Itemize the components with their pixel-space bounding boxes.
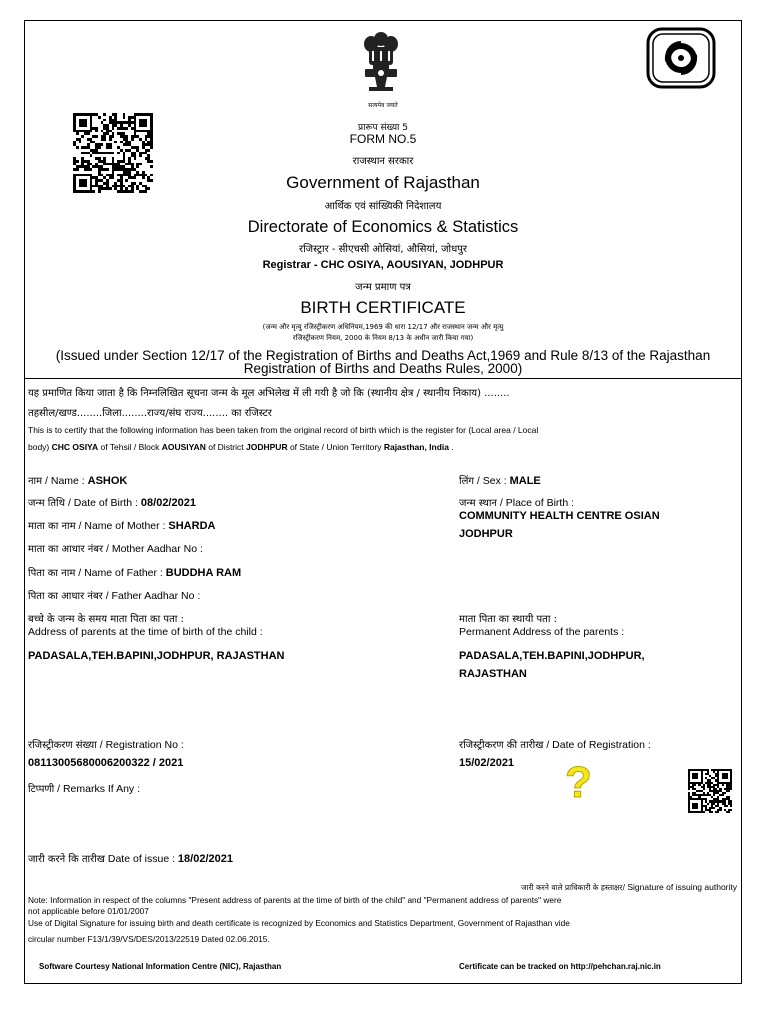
registration-date-field: रजिस्ट्रीकरण की तारीख / Date of Registration : bbox=[459, 739, 651, 751]
registrar: Registrar - CHC OSIYA, AOUSIYAN, JODHPUR bbox=[262, 259, 504, 271]
birth-address-value: PADASALA,TEH.BAPINI,JODHPUR, RAJASTHAN bbox=[28, 650, 285, 662]
birth-address-label-hindi: बच्चे के जन्म के समय माता पिता का पता : bbox=[28, 614, 184, 625]
perm-address-value-2: RAJASTHAN bbox=[459, 668, 527, 680]
pehchan-logo-icon bbox=[646, 27, 716, 89]
registration-no-field: रजिस्ट्रीकरण संख्या / Registration No : bbox=[28, 739, 184, 751]
dept-title: Directorate of Economics & Statistics bbox=[247, 218, 519, 236]
state-title: Government of Rajasthan bbox=[286, 173, 480, 192]
certify-hindi-2: तहसील/खण्ड........जिला........राज्य/संघ राज्य........ का रजिस्टर bbox=[28, 408, 272, 419]
father-aadhar-field: पिता का आधार नंबर / Father Aadhar No : bbox=[28, 590, 201, 602]
act-english-2: Registration of Births and Deaths Rules, 2000) bbox=[243, 361, 523, 376]
block: AOUSIYAN bbox=[161, 442, 206, 452]
name-value: ASHOK bbox=[87, 475, 128, 487]
note-2: not applicable before 01/01/2007 bbox=[28, 906, 149, 916]
registrar-hindi: रजिस्ट्रार - सीएचसी ओसियां, औसियां, जोधपुर bbox=[298, 244, 468, 255]
registration-no-value: 08113005680006200322 / 2021 bbox=[28, 757, 184, 769]
father-name-value: BUDDHA RAM bbox=[165, 567, 242, 579]
issue-date-field: जारी करने कि तारीख Date of issue : 18/02/2021 bbox=[28, 853, 233, 865]
dept-hindi: आर्थिक एवं सांख्यिकी निदेशालय bbox=[324, 201, 442, 212]
issue-date-value: 18/02/2021 bbox=[177, 853, 233, 865]
certify-hindi-1: यह प्रमाणित किया जाता है कि निम्नलिखित सूचना जन्म के मूल अभिलेख में ली गयी है जो कि (स्थानीय क्षेत्र / स्थानीय निकाय) ........ bbox=[28, 388, 510, 399]
father-name-field: पिता का नाम / Name of Father : BUDDHA RAM bbox=[28, 567, 242, 579]
act-english-1: (Issued under Section 12/17 of the Registration of Births and Deaths Act,1969 and Rule 8/13 of the Rajasthan bbox=[55, 348, 711, 363]
mother-name-field: माता का नाम / Name of Mother : SHARDA bbox=[28, 520, 216, 532]
district: JODHPUR bbox=[246, 442, 288, 452]
act-hindi-2: रजिस्ट्रीकरण नियम, 2000 के नियम 8/13 के अधीन जारी किया गया) bbox=[292, 334, 474, 342]
remarks-field: टिप्पणी / Remarks If Any : bbox=[28, 783, 140, 795]
perm-address-label: Permanent Address of the parents : bbox=[459, 626, 625, 638]
sex-field: लिंग / Sex : MALE bbox=[459, 475, 541, 487]
dob-field: जन्म तिथि / Date of Birth : 08/02/2021 bbox=[28, 497, 196, 509]
state: Rajasthan, India bbox=[383, 442, 450, 452]
mother-aadhar-field: माता का आधार नंबर / Mother Aadhar No : bbox=[28, 543, 203, 555]
signature-label: जारी करने वाले प्राधिकारी के हस्ताक्षर/ Signature of issuing authority bbox=[521, 882, 737, 892]
certificate-hindi: जन्म प्रमाण पत्र bbox=[355, 282, 411, 293]
form-no-hindi: प्रारूप संख्या 5 bbox=[358, 123, 408, 133]
place-of-birth-field: जन्म स्थान / Place of Birth : bbox=[459, 497, 575, 509]
place-of-birth-value-2: JODHPUR bbox=[459, 528, 513, 540]
question-mark-icon: ? bbox=[565, 758, 592, 807]
tracking-info: Certificate can be tracked on http://pehchan.raj.nic.in bbox=[459, 962, 661, 971]
perm-address-label-hindi: माता पिता का स्थायी पता : bbox=[459, 614, 557, 625]
perm-address-value-1: PADASALA,TEH.BAPINI,JODHPUR, bbox=[459, 650, 645, 662]
qr-code-small bbox=[688, 769, 732, 813]
act-hindi-1: (जन्म और मृत्यु रजिस्ट्रीकरण अधिनियम,1969 की धारा 12/17 और राजस्थान जन्म और मृत्यु bbox=[262, 323, 504, 331]
emblem-motto: सत्यमेव जयते bbox=[368, 102, 398, 109]
place-of-birth-value-1: COMMUNITY HEALTH CENTRE OSIAN bbox=[459, 510, 660, 522]
note-1: Note: Information in respect of the columns "Present address of parents at the time of birth of the child" and "Permanent address of parents" were bbox=[28, 895, 562, 905]
note-3: Use of Digital Signature for issuing birth and death certificate is recognized by Economics and Statistics Department, Government of Rajasthan vide bbox=[28, 918, 570, 928]
state-hindi: राजस्थान सरकार bbox=[352, 156, 414, 167]
certificate-title: BIRTH CERTIFICATE bbox=[300, 298, 466, 317]
software-courtesy: Software Courtesy National Information Centre (NIC), Rajasthan bbox=[39, 962, 282, 971]
registration-date-value: 15/02/2021 bbox=[459, 757, 515, 769]
dob-value: 08/02/2021 bbox=[140, 497, 196, 509]
birth-address-label: Address of parents at the time of birth of the child : bbox=[28, 626, 263, 638]
local-body: CHC OSIYA bbox=[51, 442, 99, 452]
note-4: circular number F13/1/39/VS/DES/2013/22519 Dated 02.06.2015. bbox=[28, 934, 270, 944]
certify-english-2: body) CHC OSIYA of Tehsil / Block AOUSIYAN of District JODHPUR of State / Union Territory Rajasthan, India . bbox=[28, 442, 454, 452]
birth-certificate bbox=[24, 20, 742, 984]
sex-value: MALE bbox=[509, 475, 541, 487]
divider bbox=[25, 378, 741, 379]
mother-name-value: SHARDA bbox=[168, 520, 216, 532]
certify-english-1: This is to certify that the following information has been taken from the original record of birth which is the register for (Local area / Local bbox=[28, 425, 539, 435]
form-no: FORM NO.5 bbox=[349, 132, 417, 146]
name-field: नाम / Name : ASHOK bbox=[28, 475, 128, 487]
national-emblem-icon bbox=[355, 27, 407, 99]
